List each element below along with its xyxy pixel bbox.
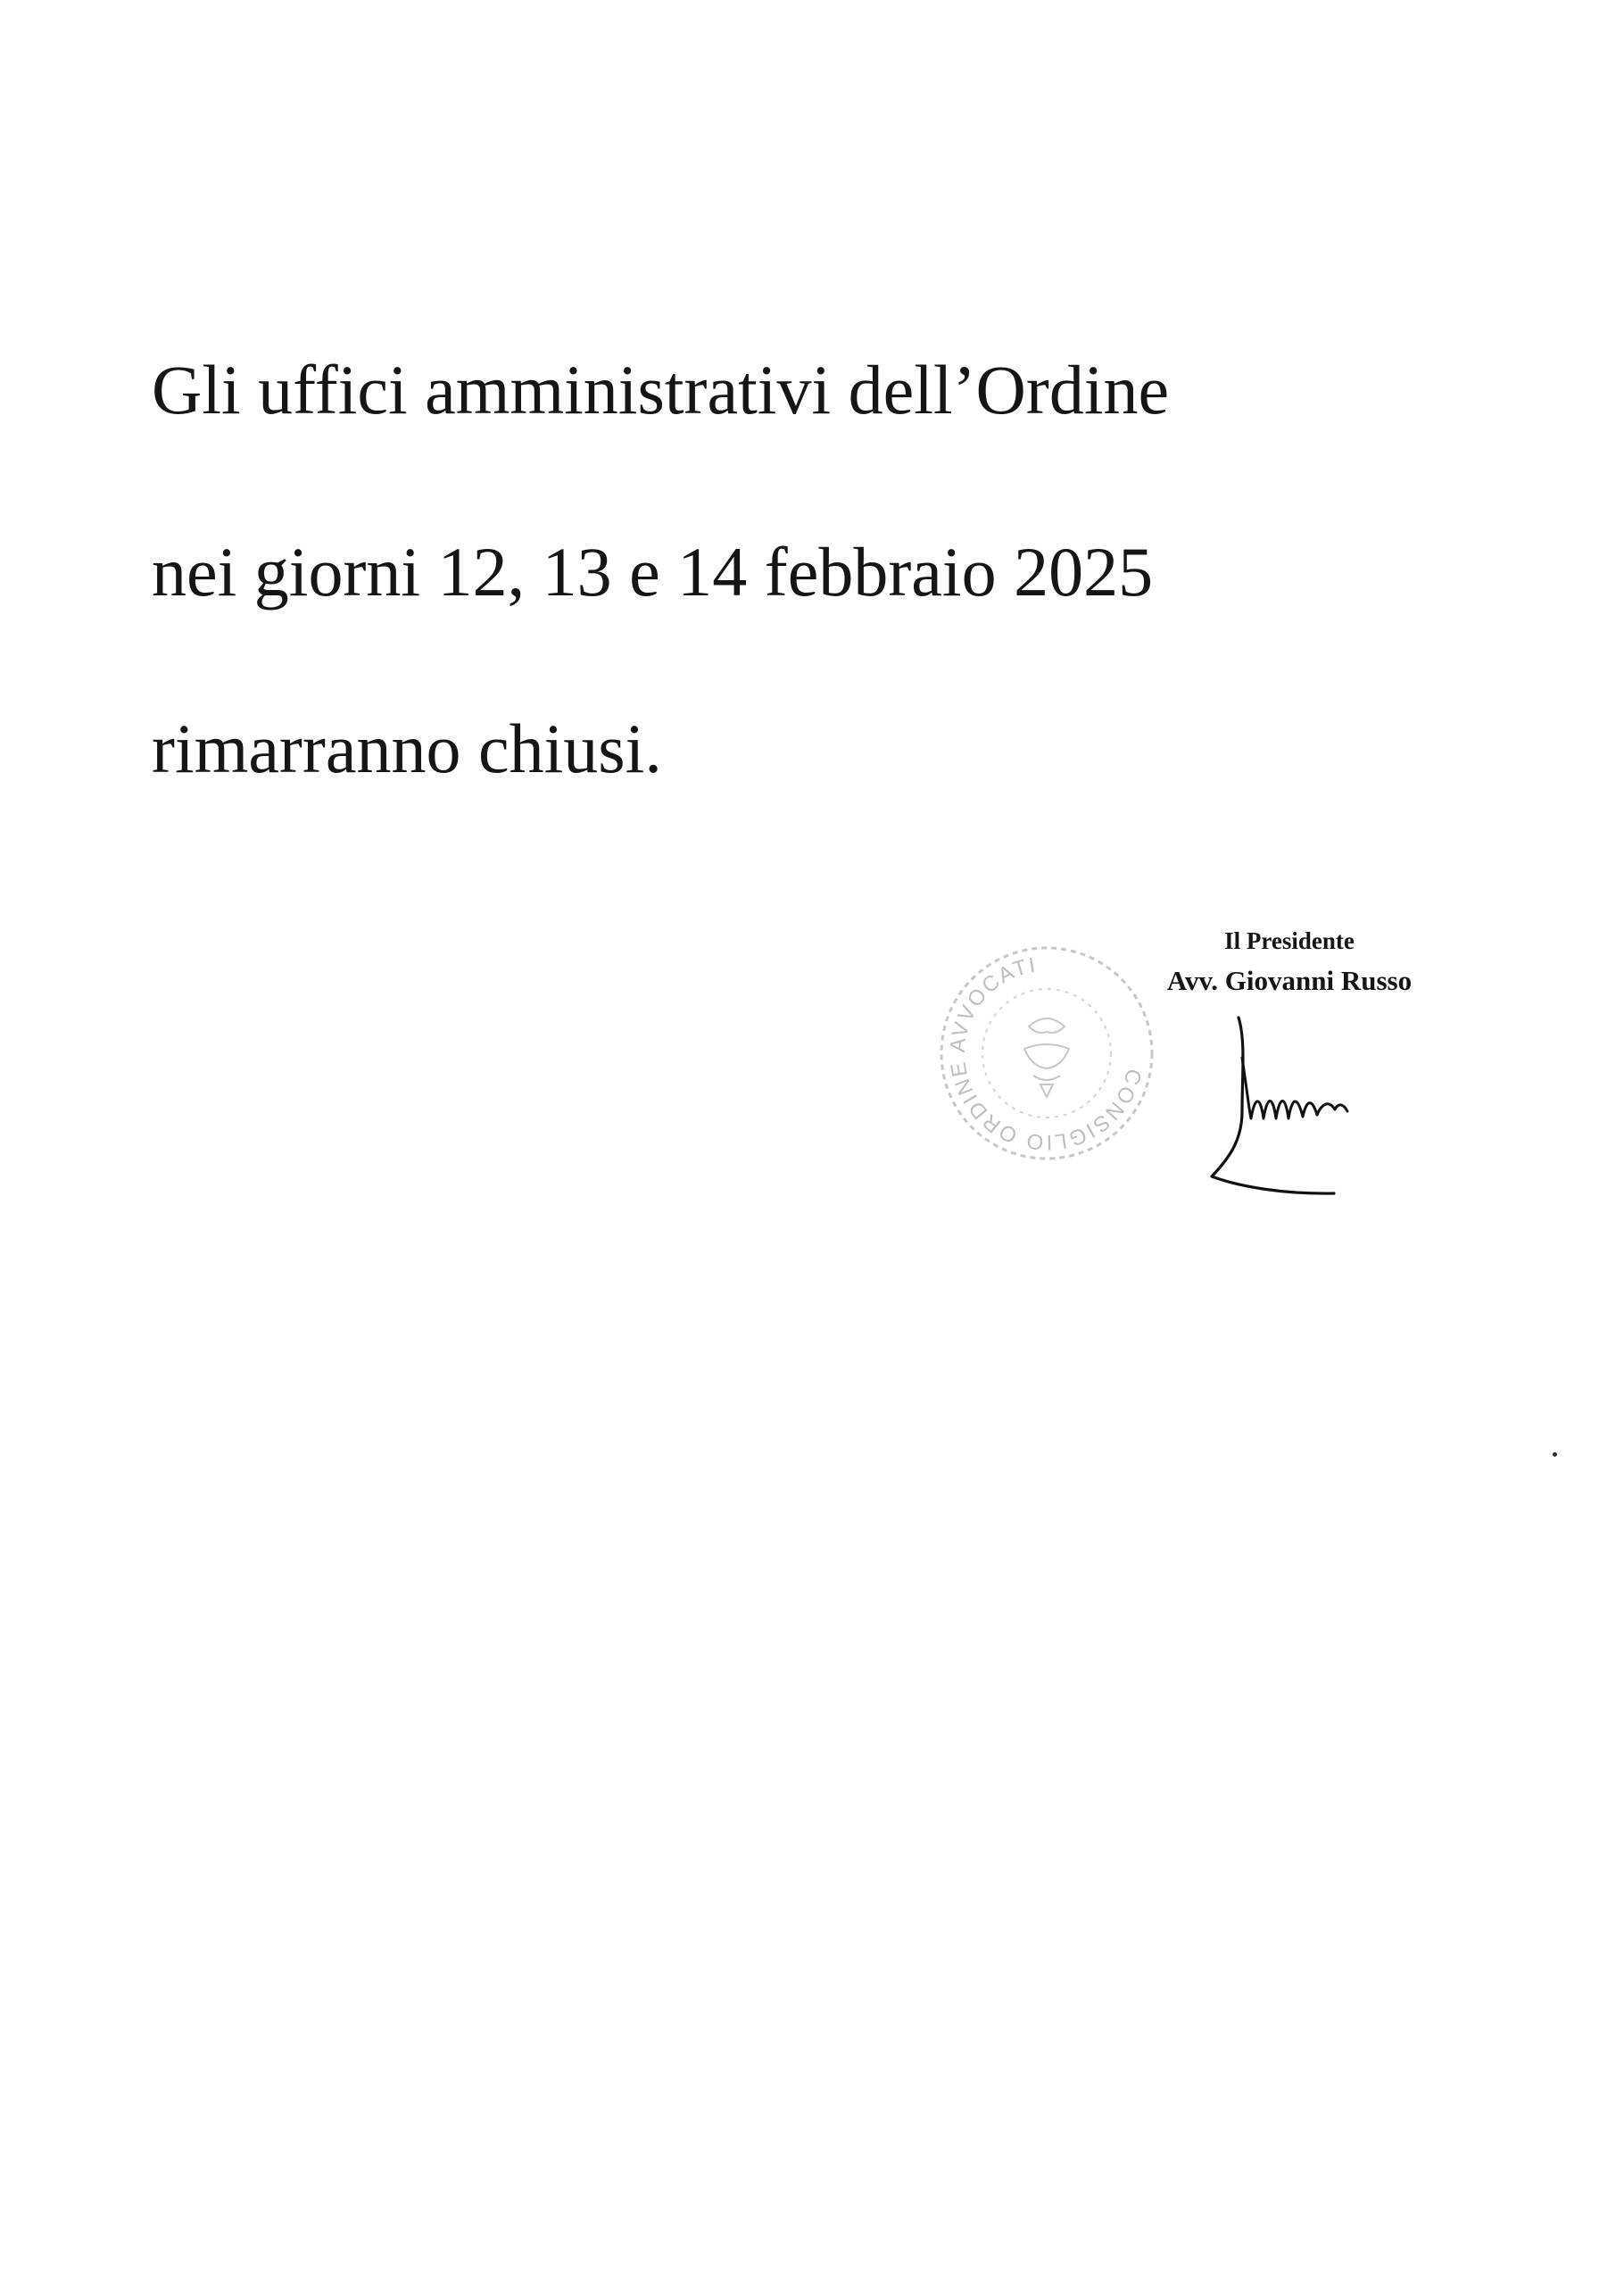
signatory-name: Avv. Giovanni Russo xyxy=(1166,964,1413,996)
scan-speck xyxy=(1553,1452,1557,1457)
notice-line-1: Gli uffici amministrativi dell’Ordine xyxy=(152,351,1170,428)
handwritten-signature xyxy=(1187,1004,1419,1214)
signatory-role: Il Presidente xyxy=(1224,927,1355,954)
svg-text:CONSIGLIO ORDINE AVVOCATI: CONSIGLIO ORDINE AVVOCATI xyxy=(945,952,1147,1155)
notice-line-2: nei giorni 12, 13 e 14 febbraio 2025 xyxy=(152,533,1154,611)
signature-block xyxy=(1120,926,1459,999)
notice-line-3: rimarranno chiusi. xyxy=(152,710,662,787)
